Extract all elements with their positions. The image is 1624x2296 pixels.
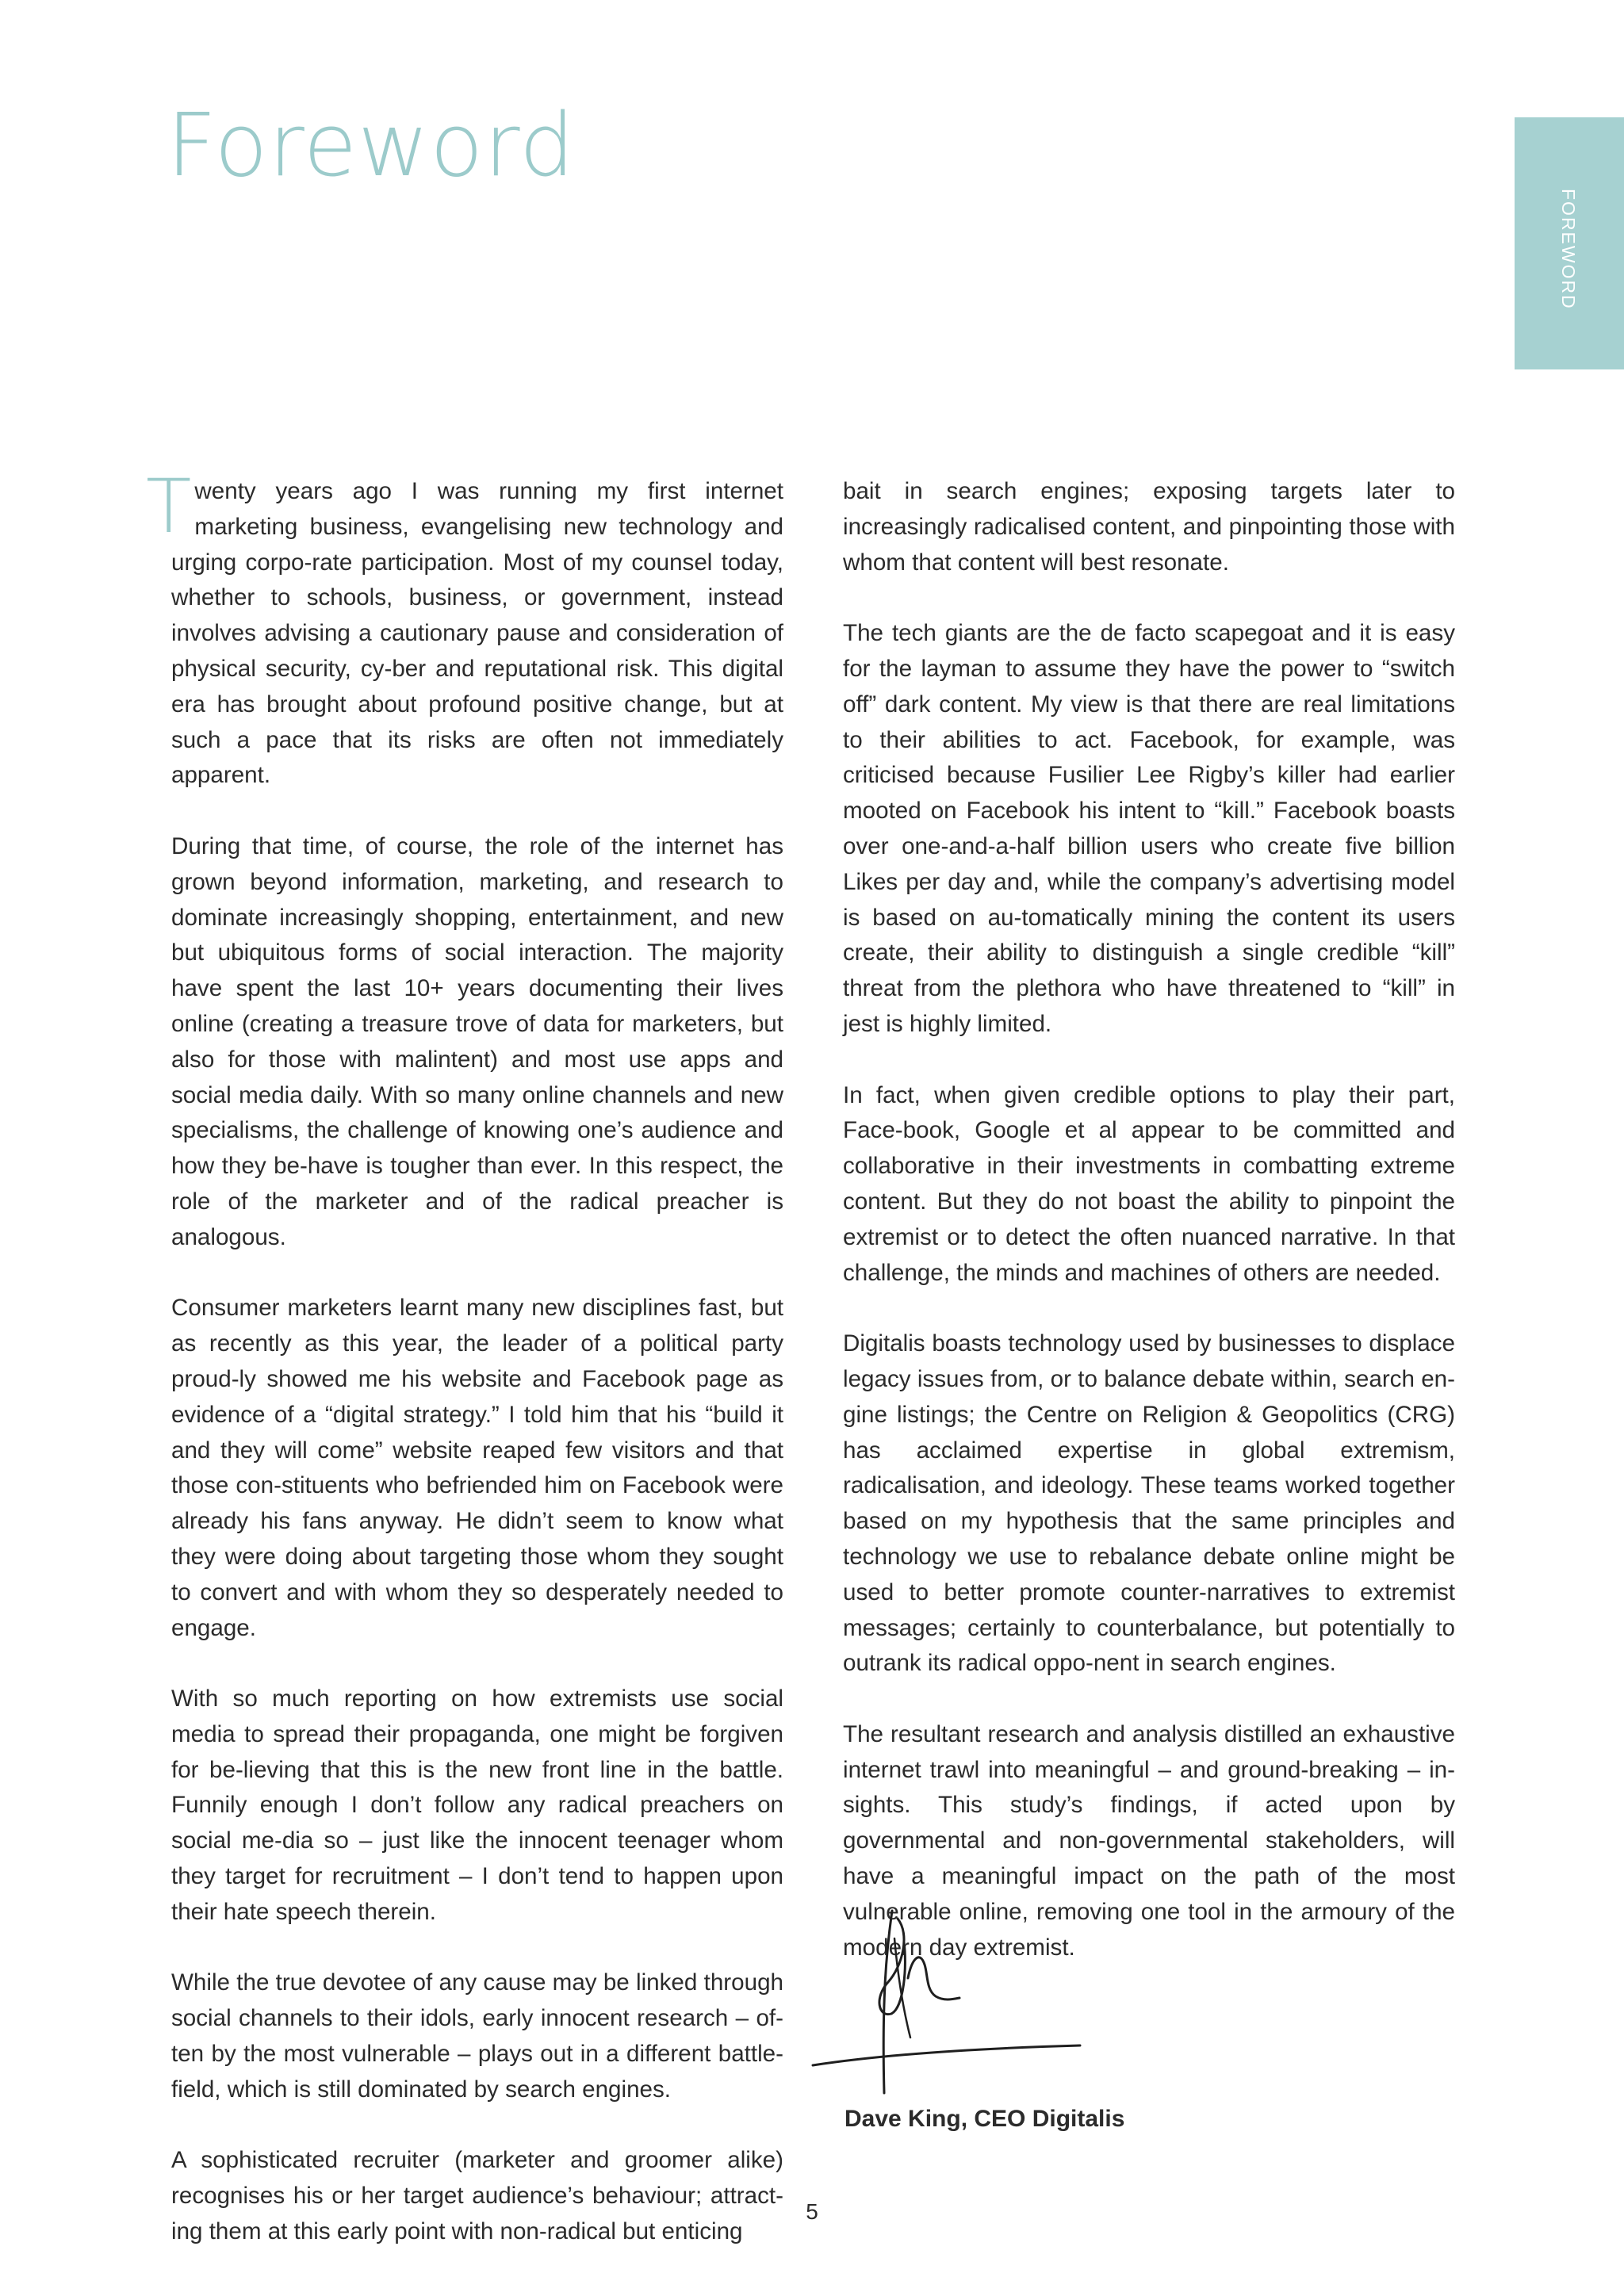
paragraph: The resultant research and analysis distilled an exhaustive internet trawl into meaningful – and ground-breaking – in-sights. This study’s findings, if acted upon by governmental and non-governmental stakeholders, will have a meaningful impact on the path of the most vulnerable online, removing one tool in the armoury of the modern day extremist. [843,1720,1455,1961]
paragraph: Digitalis boasts technology used by businesses to displace legacy issues from, or to balance debate within, search en-gine listings; the Centre on Religion & Geopolitics (CRG) has acclaimed expertise in global extremism, radicalisation, and ideology. These teams worked together based on my hypothesis that the same principles and technology we use to rebalance debate online might be used to better promote counter-narratives to extremist messages; certainly to counterbalance, but potentially to outrank its radical oppo-nent in search engines. [843,1330,1455,1677]
left-column [146,464,783,2250]
section-tab-label: FOREWORD [1558,189,1579,310]
paragraph: bait in search engines; exposing targets later to increasingly radicalised content, and pinpointing those with whom that content will best resonate. [843,478,1455,576]
section-tab [1515,117,1624,369]
page-number: 5 [806,2199,818,2224]
signature-image [809,1903,1094,2109]
signature-name: Dave King, CEO Digitalis [845,2106,1125,2132]
drop-cap: T [146,464,192,550]
paragraph [146,464,783,794]
page-title: Foreword [167,94,576,196]
paragraph: A sophisticated recruiter (marketer and groomer alike) recognises his or her target audience’s behaviour; attract-ing them at this early point with non-radical but enticing [171,2147,783,2245]
paragraph: The tech giants are the de facto scapegoat and it is easy for the layman to assume they have the power to “switch off” dark content. My view is that there are real limitations to their abilities to act. Facebook, for example, was criticised because Fusilier Lee Rigby’s killer had earlier mooted on Facebook his intent to “kill.” Facebook boasts over one-and-a-half billion users who create five billion Likes per day and, while the company’s advertising model is based on au-tomatically mining the content its users create, their ability to distinguish a single credible “kill” threat from the plethora who have threatened to “kill” in jest is highly limited. [843,620,1455,1037]
paragraph: With so much reporting on how extremists use social media to spread their propaganda, one might be forgiven for be-lieving that this is the new front line in the battle. Funnily enough I don’t follow any radical preachers on social me-dia so – just like the innocent teenager whom they target for recruitment – I don’t tend to happen upon their hate speech therein. [171,1686,783,1925]
paragraph: During that time, of course, the role of the internet has grown beyond information, marketing, and research to dominate increasingly shopping, entertainment, and new but ubiquitous forms of social interaction. The majority have spent the last 10+ years documenting their lives online (creating a treasure trove of data for marketers, but also for those with malintent) and most use apps and social media daily. With so many online channels and new specialisms, the challenge of knowing one’s audience and how they be-have is tougher than ever. In this respect, the role of the marketer and of the radical preacher is analogous. [171,832,783,1250]
paragraph: In fact, when given credible options to play their part, Face-book, Google et al appear to be committed and collaborative in their investments in combatting extreme content. But they do not boast the ability to pinpoint the extremist or to detect the often nuanced narrative. In that challenge, the minds and machines of others are needed. [843,1081,1455,1286]
paragraph: While the true devotee of any cause may be linked through social channels to their idols, early innocent research – of-ten by the most vulnerable – plays out in a different battle-field, which is still dominated by search engines. [171,1969,783,2103]
right-column [843,474,1455,1965]
paragraph-text: wenty years ago I was running my first internet marketing business, evangelising new technology and urging corpo-rate participation. Most of my counsel today, whether to schools, business, or government, instead involves advising a cautionary pause and consideration of physical security, cy-ber and reputational risk. This digital era has brought about profound positive change, but at such a pace that its risks are often not immediately apparent. [171,478,783,789]
paragraph: Consumer marketers learnt many new disciplines fast, but as recently as this year, the leader of a political party proud-ly showed me his website and Facebook page as evidence of a “digital strategy.” I told him that his “build it and they will come” website reaped few visitors and that those con-stituents who befriended him on Facebook were already his fans anyway. He didn’t seem to know what they were doing about targeting those whom they sought to convert and with whom they so desperately needed to engage. [171,1295,783,1641]
